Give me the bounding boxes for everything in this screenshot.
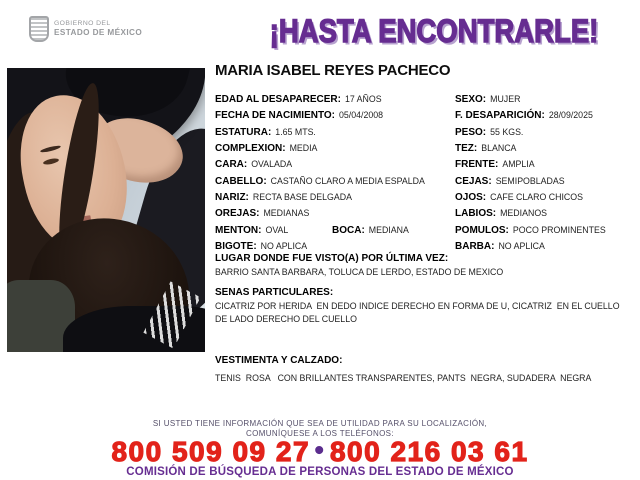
field-row bbox=[215, 172, 455, 188]
field-value: 28/09/2025 bbox=[548, 110, 593, 121]
field-value: NO APLICA bbox=[260, 241, 308, 252]
field-label: MENTON: bbox=[215, 224, 262, 236]
bullet-separator-icon: • bbox=[315, 437, 325, 464]
field-value: NO APLICA bbox=[498, 241, 545, 252]
government-logo bbox=[29, 16, 142, 42]
field-value: OVAL bbox=[265, 224, 289, 235]
field-label: BIGOTE: bbox=[215, 241, 257, 253]
field-value: 55 KGS. bbox=[490, 126, 524, 137]
fields-right bbox=[455, 90, 637, 253]
field-value: SEMIPOBLADAS bbox=[495, 175, 565, 186]
logo-line2: ESTADO DE MÉXICO bbox=[54, 28, 143, 38]
field-row bbox=[455, 204, 637, 220]
field-value: RECTA BASE DELGADA bbox=[252, 192, 352, 203]
field-row bbox=[455, 172, 637, 188]
field-value: MUJER bbox=[490, 94, 521, 104]
field-value: 1.65 MTS. bbox=[275, 126, 316, 137]
field-label: CEJAS: bbox=[455, 175, 492, 187]
field-row bbox=[215, 106, 455, 122]
field-row bbox=[455, 155, 637, 171]
field-value: MEDIANA bbox=[368, 224, 409, 235]
section-title: VESTIMENTA Y CALZADO: bbox=[215, 355, 343, 366]
section-title: SENAS PARTICULARES: bbox=[215, 287, 334, 298]
field-row bbox=[455, 106, 637, 122]
field-label: BARBA: bbox=[455, 241, 495, 253]
field-value: MEDIANAS bbox=[263, 208, 310, 219]
field-value: OVALADA bbox=[251, 159, 293, 170]
footer-line2: COMUNÍQUESE A LOS TELÉFONOS: bbox=[246, 428, 394, 438]
section-clothing bbox=[215, 355, 627, 385]
field-value: MEDIA bbox=[289, 143, 318, 154]
field-label: CARA: bbox=[215, 159, 248, 171]
field-value: AMPLIA bbox=[502, 159, 535, 170]
phone-numbers bbox=[0, 436, 640, 468]
state-coat-of-arms-icon bbox=[29, 16, 49, 42]
field-label: EDAD AL DESAPARECER: bbox=[215, 94, 341, 105]
field-row bbox=[455, 90, 637, 106]
field-row bbox=[215, 123, 455, 139]
field-row bbox=[215, 155, 455, 171]
field-row bbox=[215, 237, 455, 253]
field-label: ESTATURA: bbox=[215, 126, 272, 138]
field-row bbox=[455, 237, 637, 253]
field-row bbox=[215, 221, 455, 237]
person-name: MARIA ISABEL REYES PACHECO bbox=[215, 62, 451, 79]
section-text: TENIS ROSA CON BRILLANTES TRANSPARENTES, PANTS NEGRA, SUDADERA NEGRA bbox=[215, 373, 592, 383]
field-label: COMPLEXION: bbox=[215, 143, 286, 155]
field-value: 05/04/2008 bbox=[339, 110, 384, 121]
field-row bbox=[455, 123, 637, 139]
phone-number-1: 800 509 09 27 bbox=[111, 436, 311, 467]
section-title: LUGAR DONDE FUE VISTO(A) POR ÚLTIMA VEZ: bbox=[215, 253, 449, 264]
phone-number-2: 800 216 03 61 bbox=[329, 436, 529, 467]
section-text: BARRIO SANTA BARBARA, TOLUCA DE LERDO, ESTADO DE MEXICO bbox=[215, 267, 504, 277]
field-value: CAFE CLARO CHICOS bbox=[490, 192, 583, 203]
field-row bbox=[455, 139, 637, 155]
field-label: NARIZ: bbox=[215, 192, 249, 204]
field-label: PESO: bbox=[455, 126, 487, 138]
footer-line1: SI USTED TIENE INFORMACIÓN QUE SEA DE UTILIDAD PARA SU LOCALIZACIÓN, bbox=[152, 419, 488, 428]
government-logo-text bbox=[54, 20, 142, 37]
field-label: CABELLO: bbox=[215, 175, 267, 187]
field-value: 17 AÑOS bbox=[344, 94, 382, 104]
field-value: MEDIANOS bbox=[500, 208, 548, 219]
field-label: LABIOS: bbox=[455, 208, 497, 220]
field-label: BOCA: bbox=[332, 224, 365, 236]
missing-person-photo bbox=[7, 68, 205, 352]
field-row bbox=[215, 139, 455, 155]
section-particular-marks bbox=[215, 287, 627, 326]
field-value: BLANCA bbox=[481, 143, 517, 154]
commission-name: COMISIÓN DE BÚSQUEDA DE PERSONAS DEL ESTADO DE MÉXICO bbox=[126, 466, 514, 478]
poster-title: ¡HASTA ENCONTRARLE! bbox=[269, 13, 599, 49]
field-label: FRENTE: bbox=[455, 159, 499, 171]
field-label: TEZ: bbox=[455, 143, 478, 155]
field-row bbox=[455, 221, 637, 237]
field-row bbox=[215, 188, 455, 204]
field-label: POMULOS: bbox=[455, 224, 509, 236]
field-row bbox=[215, 90, 455, 106]
section-last-seen bbox=[215, 253, 627, 279]
field-label: SEXO: bbox=[455, 94, 487, 105]
fields-left bbox=[215, 90, 455, 253]
field-label: OJOS: bbox=[455, 192, 487, 204]
field-value: CASTAÑO CLARO A MEDIA ESPALDA bbox=[270, 175, 425, 186]
field-label: FECHA DE NACIMIENTO: bbox=[215, 110, 335, 122]
field-value: POCO PROMINENTES bbox=[512, 224, 606, 235]
field-label: OREJAS: bbox=[215, 208, 260, 220]
field-row bbox=[455, 188, 637, 204]
field-label: F. DESAPARICIÓN: bbox=[455, 110, 545, 122]
section-text: CICATRIZ POR HERIDA EN DEDO INDICE DERECHO EN FORMA DE U, CICATRIZ EN EL CUELLO DE LADO DERECHO DEL CUELLO bbox=[215, 301, 622, 324]
field-row bbox=[215, 204, 455, 220]
logo-line1: GOBIERNO DEL bbox=[54, 20, 111, 28]
